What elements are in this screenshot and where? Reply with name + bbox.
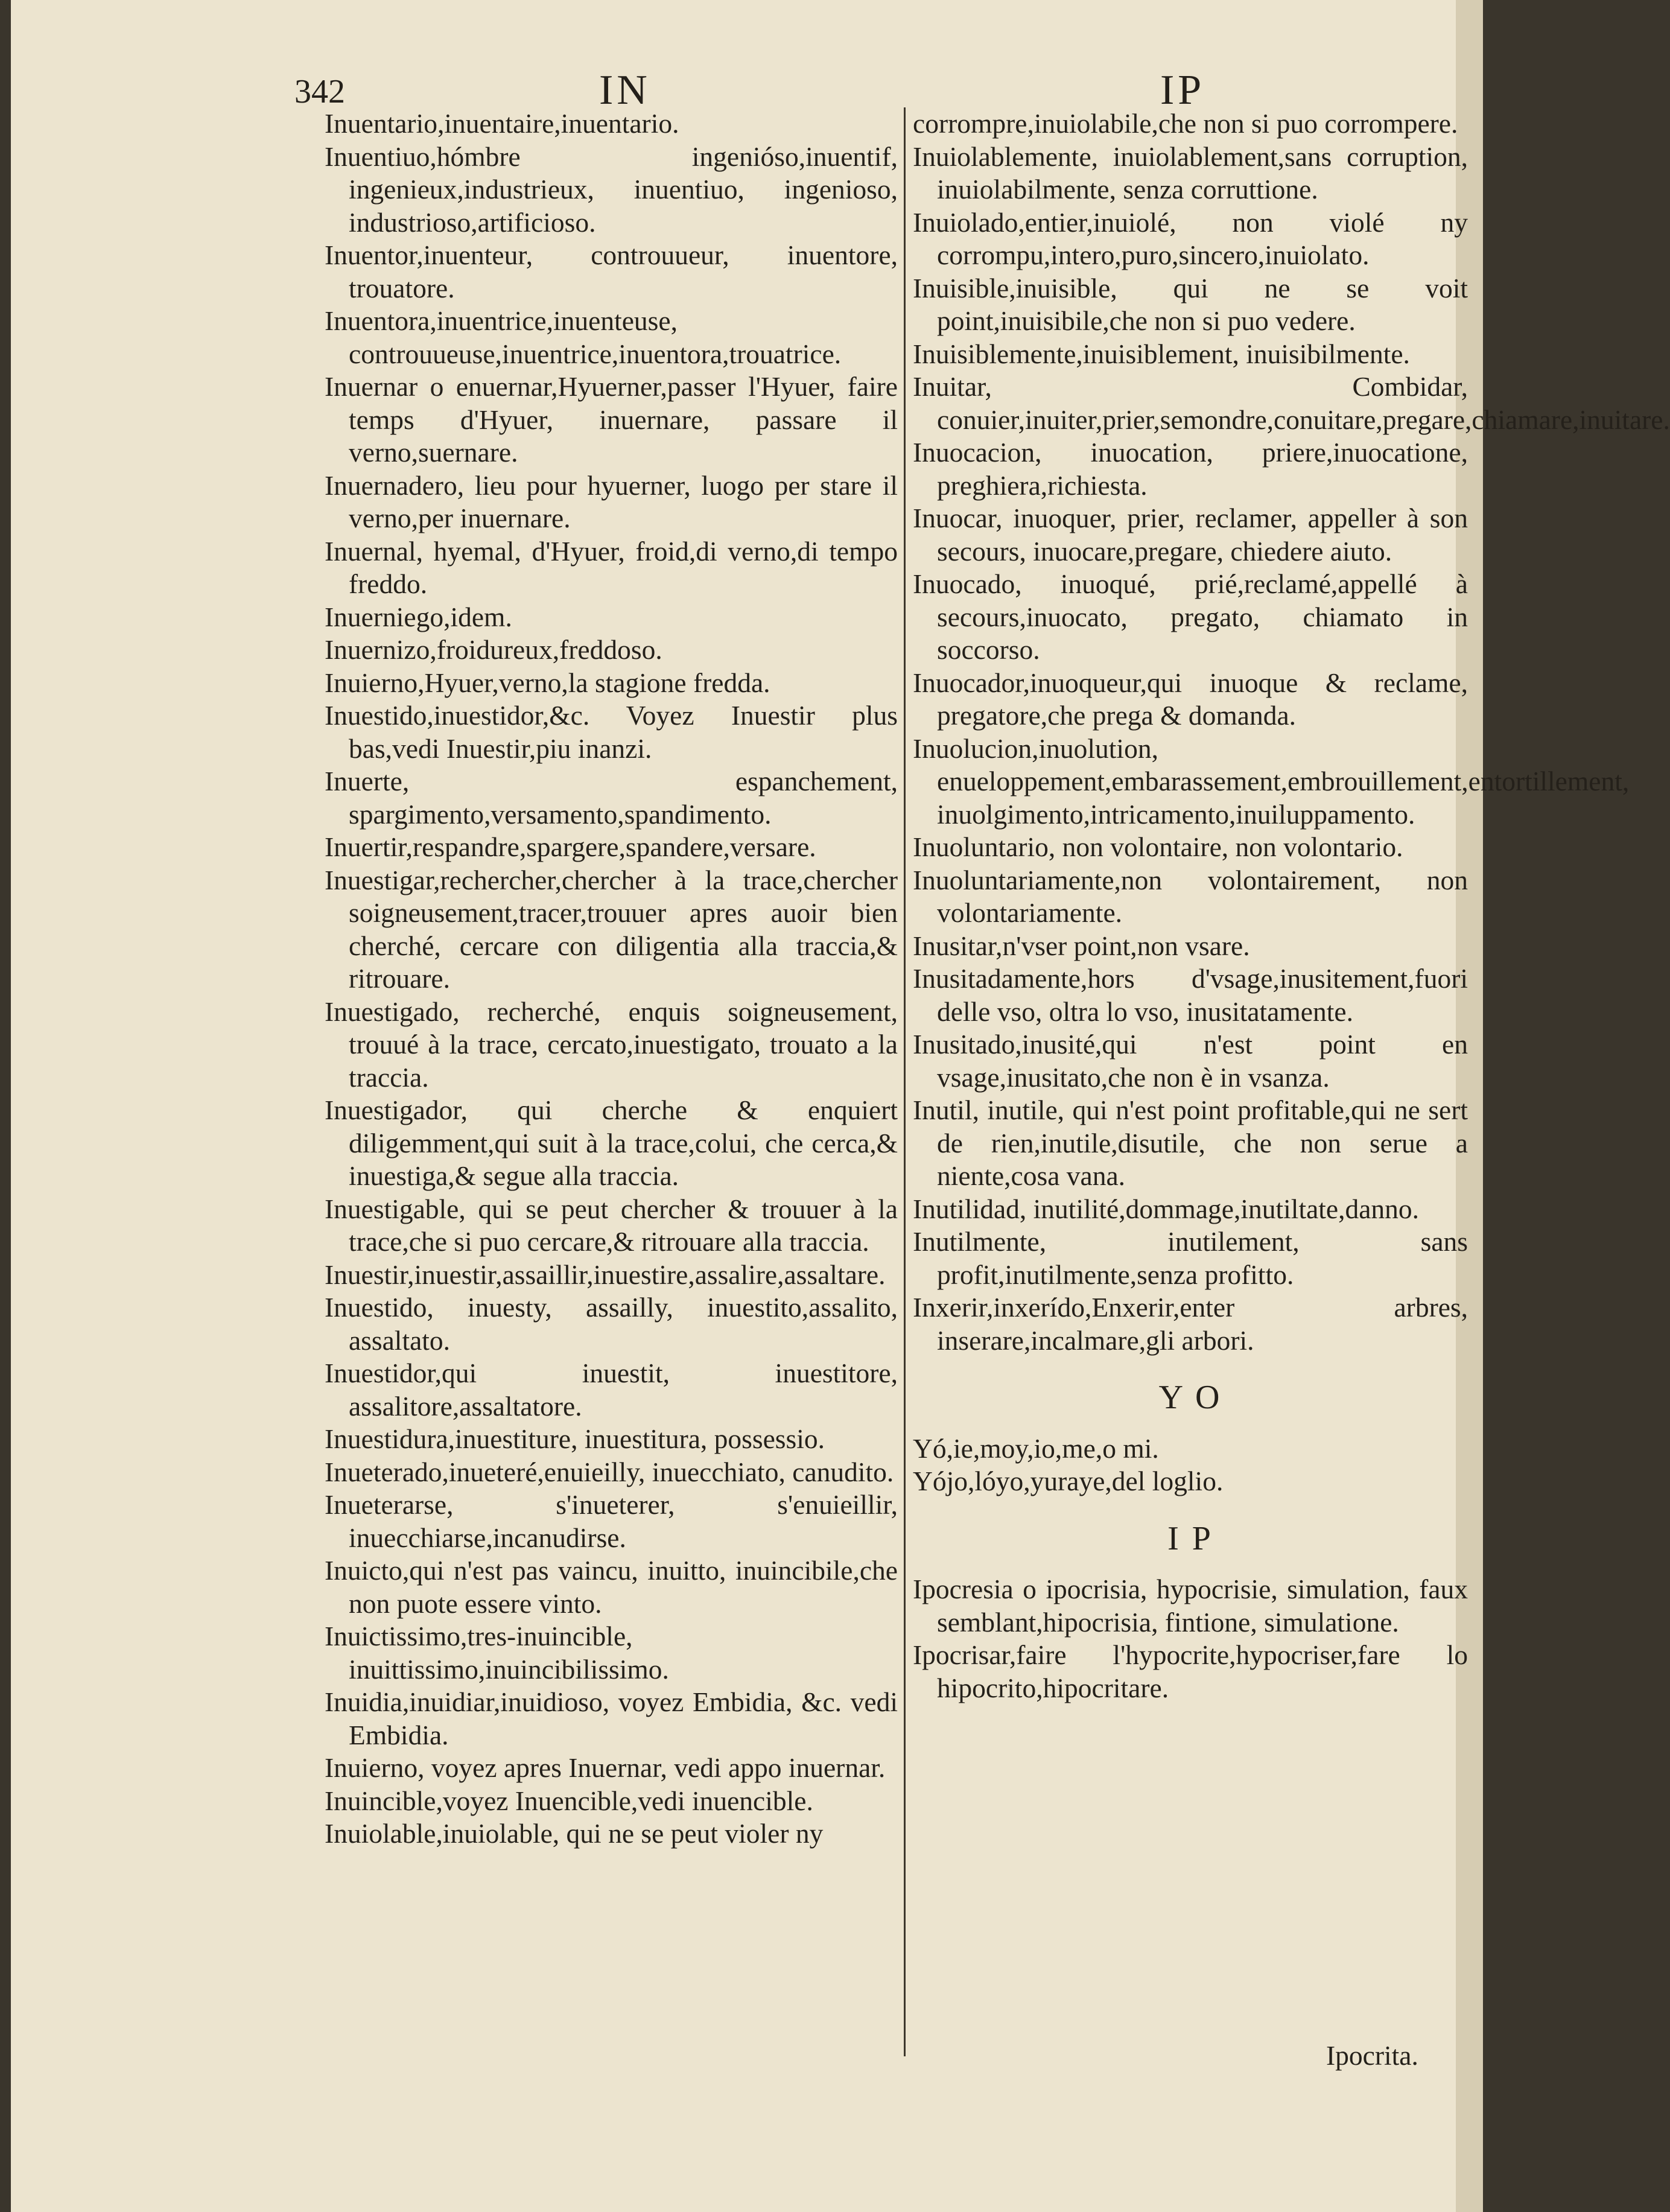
page-header	[11, 56, 1483, 116]
dictionary-entry: Inuentario,inuentaire,inuentario.	[325, 108, 679, 139]
dictionary-entry: Inuerniego,idem.	[325, 601, 512, 632]
dictionary-entry: Inuernizo,froidureux,freddoso.	[325, 634, 662, 665]
dictionary-page	[11, 0, 1670, 2212]
right-column	[904, 107, 1670, 2056]
dictionary-entry: Ipocrisar,faire l'hypocrite,hypocriser,fare lo hipocrito,hipocritare.	[913, 1639, 1468, 1703]
right-in-entries	[913, 107, 1670, 1357]
dictionary-entry: Inueterado,inueteré,enuieilly, inuecchiato, canudito.	[325, 1456, 894, 1487]
dictionary-entry: Ipocresia o ipocrisia, hypocrisie, simulation, faux semblant,hipocrisia, fintione, simulatione.	[913, 1574, 1468, 1638]
dictionary-entry: Inuolucion,inuolution, enueloppement,embarassement,embrouillement,entortillement, inuolgimento,intricamento,inuiluppamento.	[913, 733, 1630, 830]
dictionary-entry: Inuitar, Combidar, conuier,inuiter,prier,semondre,conuitare,pregare,chiamare,inuitare.	[913, 371, 1670, 435]
dictionary-entry: Inuoluntariamente,non volontairement, non volontariamente.	[913, 864, 1468, 928]
dictionary-entry: Inuestir,inuestir,assaillir,inuestire,assalire,assaltare.	[325, 1259, 886, 1290]
dictionary-entry: Inuestidor,qui inuestit, inuestitore, assalitore,assaltatore.	[325, 1358, 898, 1422]
dictionary-entry: Inuiolado,entier,inuiolé, non violé ny corrompu,intero,puro,sincero,inuiolato.	[913, 206, 1468, 270]
dictionary-entry: Inuocado, inuoqué, prié,reclamé,appellé à secours,inuocato, pregato, chiamato in soccorso.	[913, 568, 1468, 665]
left-column	[325, 107, 898, 2056]
dictionary-entry: Inuocador,inuoqueur,qui inuoque & reclame, pregatore,che prega & domanda.	[913, 667, 1468, 731]
dictionary-entry: Yó,ie,moy,io,me,o mi.	[913, 1432, 1159, 1464]
section-heading-yo: Y O	[1158, 1379, 1222, 1416]
dictionary-entry: Inuiolable,inuiolable, qui ne se peut violer ny	[325, 1818, 824, 1849]
dictionary-entry: Inuernal, hyemal, d'Hyuer, froid,di verno,di tempo freddo.	[325, 535, 898, 599]
dictionary-entry: Inuernar o enuernar,Hyuerner,passer l'Hyuer, faire temps d'Hyuer, inuernare, passare il verno,suernare.	[325, 371, 898, 468]
running-head-right: IP	[1160, 67, 1205, 113]
dictionary-entry: Yójo,lóyo,yuraye,del loglio.	[913, 1466, 1224, 1496]
dictionary-entry: Inuiolablemente, inuiolablement,sans corruption, inuiolabilmente, senza corruttione.	[913, 141, 1468, 205]
right-ip-entries	[913, 1573, 1468, 1705]
dictionary-entry: Inuerte, espanchement, spargimento,versamento,spandimento.	[325, 766, 898, 830]
page-number: 342	[294, 73, 345, 110]
dictionary-entry: Inuentor,inuenteur, controuueur, inuentore, trouatore.	[325, 240, 898, 304]
section-heading-ip: I P	[1167, 1519, 1213, 1557]
dictionary-entry: Inuestido,inuestidor,&c. Voyez Inuestir plus bas,vedi Inuestir,piu inanzi.	[325, 700, 898, 764]
dictionary-entry: Inuoluntario, non volontaire, non volontario.	[913, 831, 1403, 862]
dictionary-entry: corrompre,inuiolabile,che non si puo corrompere.	[913, 108, 1458, 139]
dictionary-entry: Inuernadero, lieu pour hyuerner, luogo per stare il verno,per inuernare.	[325, 469, 898, 533]
dictionary-entry: Inuestigador, qui cherche & enquiert diligemment,qui suit à la trace,colui, che cerca,& inuestiga,& segue alla traccia.	[325, 1095, 898, 1191]
dictionary-entry: Inuentiuo,hómbre ingenióso,inuentif, ingenieux,industrieux, inuentiuo, ingenioso, industrioso,artificioso.	[325, 141, 898, 238]
dictionary-entry: Inuierno, voyez apres Inuernar, vedi appo inuernar.	[325, 1752, 886, 1783]
dictionary-entry: Inuisible,inuisible, qui ne se voit point,inuisibile,che non si puo vedere.	[913, 272, 1468, 336]
dictionary-entry: Inuisiblemente,inuisiblement, inuisibilmente.	[913, 338, 1410, 369]
dictionary-entry: Inuestigado, recherché, enquis soigneusement, trouué à la trace, cercato,inuestigato, trouato a la traccia.	[325, 996, 898, 1093]
dictionary-entry: Inuierno,Hyuer,verno,la stagione fredda.	[325, 667, 770, 698]
dictionary-entry: Inuentora,inuentrice,inuenteuse, controuueuse,inuentrice,inuentora,trouatrice.	[325, 305, 842, 369]
dictionary-entry: Inusitadamente,hors d'vsage,inusitement,fuori delle vso, oltra lo vso, inusitatamente.	[913, 963, 1468, 1027]
dictionary-entry: Inuestido, inuesty, assailly, inuestito,assalito, assaltato.	[325, 1292, 898, 1356]
dictionary-entry: Inxerir,inxerído,Enxerir,enter arbres, inserare,incalmare,gli arbori.	[913, 1292, 1468, 1356]
running-head-left: IN	[599, 67, 651, 113]
dictionary-entry: Inuicto,qui n'est pas vaincu, inuitto, inuincibile,che non puote essere vinto.	[325, 1555, 898, 1619]
dictionary-entry: Inueterarse, s'inueterer, s'enuieillir, inuecchiarse,incanudirse.	[325, 1489, 898, 1553]
dictionary-entry: Inuertir,respandre,spargere,spandere,versare.	[325, 831, 816, 862]
dictionary-entry: Inuocacion, inuocation, priere,inuocatione, preghiera,richiesta.	[913, 437, 1468, 501]
dictionary-entry: Inuidia,inuidiar,inuidioso, voyez Embidia, &c. vedi Embidia.	[325, 1686, 898, 1750]
dictionary-entry: Inutilmente, inutilement, sans profit,inutilmente,senza profitto.	[913, 1226, 1468, 1290]
dictionary-entry: Inuincible,voyez Inuencible,vedi inuencible.	[325, 1785, 813, 1816]
right-yo-entries	[913, 1432, 1468, 1498]
dictionary-entry: Inutil, inutile, qui n'est point profitable,qui ne sert de rien,inutile,disutile, che non serue a niente,cosa vana.	[913, 1095, 1468, 1191]
dictionary-entry: Inusitado,inusité,qui n'est point en vsage,inusitato,che non è in vsanza.	[913, 1029, 1468, 1093]
dictionary-entry: Inuestigable, qui se peut chercher & trouuer à la trace,che si puo cercare,& ritrouare alla traccia.	[325, 1193, 898, 1257]
dictionary-entry: Inusitar,n'vser point,non vsare.	[913, 930, 1250, 961]
dictionary-entry: Inuictissimo,tres-inuincible, inuittissimo,inuincibilissimo.	[325, 1621, 669, 1685]
dictionary-entry: Inuestigar,rechercher,chercher à la trace,chercher soigneusement,tracer,trouuer apres auoir bien cherché, cercare con diligentia alla traccia,& ritrouare.	[325, 864, 898, 994]
dictionary-entry: Inutilidad, inutilité,dommage,inutiltate,danno.	[913, 1193, 1420, 1224]
catchword: Ipocrita.	[1326, 2040, 1418, 2071]
dictionary-entry: Inuestidura,inuestiture, inuestitura, possessio.	[325, 1423, 825, 1454]
dictionary-entry: Inuocar, inuoquer, prier, reclamer, appeller à son secours, inuocare,pregare, chiedere aiuto.	[913, 503, 1468, 567]
